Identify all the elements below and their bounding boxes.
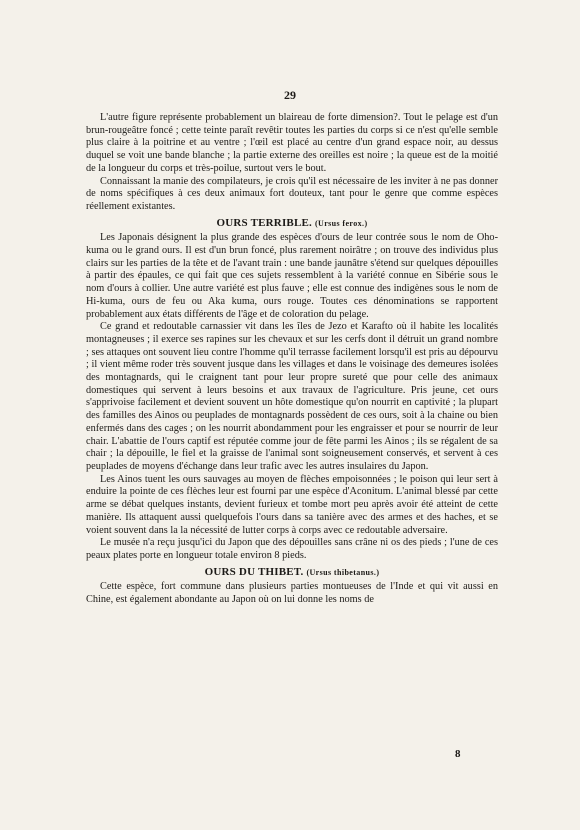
section-title: OURS TERRIBLE. [216, 216, 312, 229]
section-heading-ours-terrible [86, 217, 498, 231]
latin-name: (Ursus thibetanus.) [306, 567, 380, 577]
section-title: OURS DU THIBET. [204, 565, 304, 578]
paragraph-terrible-2: Ce grand et redoutable carnassier vit dans les îles de Jezo et Karafto où il habite les localités montagneuses ; il exerce ses rapines sur les chevaux et sur les cerfs dont il détruit un grand nombre ; ses attaques ont souvent lieu contre l'homme qu'il terrasse facilement lorsqu'il est pris au dépourvu ; il vient même roder très souvent jusque dans les villages et dans le voisinage des demeures isolées des montagnards, qui le craignent tant pour leur propre sureté que pour celle des animaux domestiques qui servent à leurs besoins et aux travaux de l'agriculture. Pris jeune, cet ours s'apprivoise facilement et devient souvent un hôte domestique qu'on nourrit en captivité ; la plupart des familles des Ainos ou peuplades de montagnards possèdent de ces ours, soit à la chaine ou bien enfermés dans des cages ; on les nourrit abondamment pour les engraisser et pour se nourrir de leur chair. L'abattie de l'ours captif est réputée comme jour de fête parmi les Ainos ; ils se régalent de sa chair ; la dépouille, le fiel et la graisse de l'animal sont soigneusement conservés, et servent à ces peuplades de moyens d'échange dans leur trafic avec les autres insulaires du Japon. [86, 321, 498, 472]
body-text [86, 112, 498, 607]
paragraph-terrible-1: Les Japonais désignent la plus grande des espèces d'ours de leur contrée sous le nom de Oho-kuma ou le grand ours. Il est d'un brun foncé, plus rarement noirâtre ; on trouve des individus plus clairs sur les parties de la tête et de l'avant train : une bande jaunâtre s'étend sur quelques dépouilles à partir des épaules, ce qui fait que ces sujets ressemblent à la variété connue en Sibérie sous le nom d'ours à collier. Une autre variété est plus fauve ; elle est connue des indigènes sous le nom de Hi-kuma, ours de feu ou Aka kuma, ours rouge. Toutes ces dénominations se rapportent probablement aux états différents de l'âge et de coloration du pelage. [86, 232, 498, 320]
paragraph-thibet-1: Cette espèce, fort commune dans plusieurs parties montueuses de l'Inde et qui vit aussi en Chine, est également abondante au Japon où on lui donne les noms de [86, 581, 498, 606]
paragraph-intro-1: L'autre figure représente probablement un blaireau de forte dimension?. Tout le pelage est d'un brun-rougeâtre foncé ; cette teinte paraît revêtir toutes les parties du corps si ce n'est qu'elle semble plus claire à la poitrine et au ventre ; l'œil est placé au centre d'un grand espace noir, au dessus duquel se voit une bande blanche ; la partie externe des oreilles est noire ; la queue est de la moitié de la longueur du corps et très-poilue, surtout vers le bout. [86, 112, 498, 174]
section-heading-ours-du-thibet [86, 566, 498, 580]
signature-mark: 8 [455, 748, 461, 760]
latin-name: (Ursus ferox.) [314, 218, 368, 228]
page-number: 29 [284, 88, 296, 102]
paragraph-terrible-4: Le musée n'a reçu jusqu'ici du Japon que des dépouilles sans crâne ni os des pieds ; l'une de ces peaux plates porte en longueur totale environ 8 pieds. [86, 537, 498, 561]
paragraph-intro-2: Connaissant la manie des compilateurs, je crois qu'il est nécessaire de les inviter à ne pas donner de noms spécifiques à ces deux animaux fort douteux, tant pour le genre que comme espèces réellement existantes. [86, 175, 498, 212]
paragraph-terrible-3: Les Ainos tuent les ours sauvages au moyen de flèches empoisonnées ; le poison qui leur sert à enduire la pointe de ces flèches leur est fourni par une espèce d'Aconitum. L'animal blessé par cette arme se débat quelques instants, devient furieux et tombe mort peu après avoir été atteint de cette manière. Ils attaquent aussi quelquefois l'ours dans sa tanière avec des armes et des haches, et se voient souvent dans la la nécessité de lutter corps à corps avec ce redoutable adversaire. [86, 473, 498, 536]
